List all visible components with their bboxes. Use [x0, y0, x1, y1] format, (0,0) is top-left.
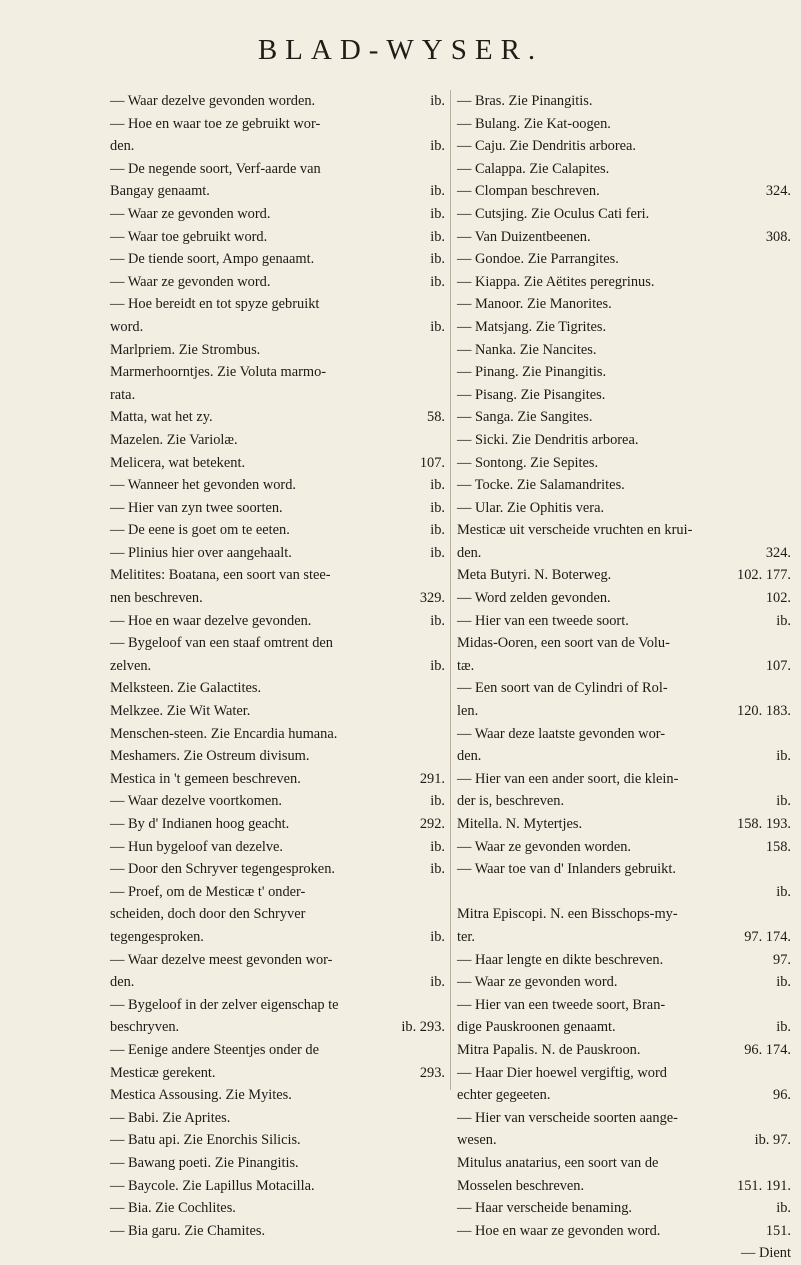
index-entry	[457, 971, 791, 994]
entry-text: — Van Duizentbeenen.	[457, 228, 591, 245]
entry-text: — Hier van verscheide soorten aange-	[457, 1109, 678, 1126]
entry-text: — Kiappa. Zie Aëtites peregrinus.	[457, 273, 655, 290]
page-reference: 293.	[414, 1062, 445, 1085]
page-reference: 158.	[760, 836, 791, 859]
entry-text: — Batu api. Zie Enorchis Silicis.	[110, 1132, 301, 1149]
page-reference: 291.	[414, 768, 445, 791]
page-reference: ib.	[424, 90, 445, 113]
index-entry	[110, 700, 445, 723]
page-reference: ib.	[424, 497, 445, 520]
entry-text: — Bawang poeti. Zie Pinangitis.	[110, 1154, 299, 1171]
entry-text: — Haar verscheide benaming.	[457, 1200, 633, 1217]
entry-text: — Sanga. Zie Sangites.	[457, 409, 593, 426]
entry-text: beschryven.	[110, 1019, 180, 1036]
index-entry	[457, 587, 791, 610]
entry-text: — Bia garu. Zie Chamites.	[110, 1222, 266, 1239]
index-entry	[110, 610, 445, 633]
entry-text: scheiden, doch door den Schryver	[110, 906, 306, 923]
index-entry	[457, 519, 791, 542]
entry-text: den.	[457, 748, 482, 765]
entry-text: rata.	[110, 386, 136, 403]
index-entry	[457, 790, 791, 813]
index-entry	[457, 858, 791, 881]
index-entry	[110, 429, 445, 452]
page-reference: ib.	[424, 316, 445, 339]
index-entry	[110, 1084, 445, 1107]
index-entry	[110, 226, 445, 249]
page-reference: ib.	[770, 610, 791, 633]
entry-text: ter.	[457, 928, 475, 945]
page-reference: ib.	[770, 881, 791, 904]
index-entry	[110, 723, 445, 746]
entry-text: — Pinang. Zie Pinangitis.	[457, 364, 607, 381]
page-reference: ib.	[770, 745, 791, 768]
entry-text: — Calappa. Zie Calapites.	[457, 160, 610, 177]
index-entry	[457, 655, 791, 678]
index-entry	[110, 452, 445, 475]
index-entry	[457, 135, 791, 158]
index-entry	[110, 768, 445, 791]
entry-text	[457, 884, 461, 900]
index-entry	[110, 158, 445, 181]
entry-text: nen beschreven.	[110, 590, 203, 607]
index-entry	[457, 113, 791, 136]
entry-text: echter gegeeten.	[457, 1087, 551, 1104]
page-reference: ib.	[424, 519, 445, 542]
entry-text: — Hun bygeloof van dezelve.	[110, 838, 284, 855]
index-entry	[457, 1242, 791, 1265]
index-entry	[457, 226, 791, 249]
entry-text: — Babi. Zie Aprites.	[110, 1109, 231, 1126]
entry-text: — Hoe bereidt en tot spyze gebruikt	[110, 296, 320, 313]
entry-text: — Een soort van de Cylindri of Rol-	[457, 680, 668, 697]
index-entry	[110, 1129, 445, 1152]
entry-text: — Bulang. Zie Kat-oogen.	[457, 115, 611, 132]
entry-text: — Gondoe. Zie Parrangites.	[457, 251, 619, 268]
index-entry	[110, 836, 445, 859]
entry-text: — Eenige andere Steentjes onder de	[110, 1041, 319, 1058]
index-entry	[110, 655, 445, 678]
index-entry	[457, 248, 791, 271]
entry-text: Melicera, wat betekent.	[110, 454, 246, 471]
index-entry	[457, 564, 791, 587]
page-reference: 151.	[760, 1220, 791, 1243]
entry-text: — Plinius hier over aangehaalt.	[110, 544, 292, 561]
entry-text: Meta Butyri. N. Boterweg.	[457, 567, 612, 584]
entry-text: — Hier van een ander soort, die klein-	[457, 770, 679, 787]
index-entry	[457, 1084, 791, 1107]
index-entry	[110, 293, 445, 316]
entry-text: den.	[110, 974, 135, 991]
entry-text: Mestica Assousing. Zie Myites.	[110, 1087, 292, 1104]
entry-text: wesen.	[457, 1132, 497, 1149]
right-column	[457, 90, 791, 1265]
entry-text: Mitra Episcopi. N. een Bisschops-my-	[457, 906, 678, 923]
index-entry	[110, 248, 445, 271]
index-entry	[110, 745, 445, 768]
page-reference: 120. 183.	[731, 700, 791, 723]
entry-text: Marmerhoorntjes. Zie Voluta marmo-	[110, 364, 327, 381]
entry-text: — Clompan beschreven.	[457, 183, 600, 200]
entry-text: Melkzee. Zie Wit Water.	[110, 703, 251, 720]
page-reference: ib.	[424, 926, 445, 949]
page-reference: ib.	[424, 180, 445, 203]
entry-text: — Bia. Zie Cochlites.	[110, 1200, 236, 1217]
entry-text: — Waar ze gevonden worden.	[457, 838, 631, 855]
index-entry	[110, 1175, 445, 1198]
entry-text: len.	[457, 703, 479, 720]
index-entry	[110, 903, 445, 926]
index-entry	[110, 1107, 445, 1130]
index-entry	[457, 339, 791, 362]
entry-text: den.	[457, 544, 482, 561]
page-reference: ib.	[424, 655, 445, 678]
page-reference: ib.	[770, 1016, 791, 1039]
entry-text: dige Pauskroonen genaamt.	[457, 1019, 616, 1036]
index-entry	[457, 836, 791, 859]
index-entry	[110, 316, 445, 339]
entry-text: Meshamers. Zie Ostreum divisum.	[110, 748, 310, 765]
entry-text: — Hier van een tweede soort, Bran-	[457, 996, 666, 1013]
page-reference: 324.	[760, 542, 791, 565]
index-entry	[457, 1175, 791, 1198]
index-entry	[457, 316, 791, 339]
index-entry	[110, 632, 445, 655]
page-reference: ib.	[424, 226, 445, 249]
index-entry	[457, 1062, 791, 1085]
page-reference: ib.	[424, 858, 445, 881]
index-entry	[110, 564, 445, 587]
entry-text: Mesticæ gerekent.	[110, 1064, 216, 1081]
index-entry	[110, 203, 445, 226]
index-entry	[110, 90, 445, 113]
page-reference: 107.	[760, 655, 791, 678]
page-reference: ib.	[424, 610, 445, 633]
page-reference: ib.	[424, 271, 445, 294]
entry-text: tegengesproken.	[110, 928, 204, 945]
index-entry	[110, 180, 445, 203]
index-entry	[457, 1129, 791, 1152]
entry-text: — Haar lengte en dikte beschreven.	[457, 951, 664, 968]
index-entry	[457, 542, 791, 565]
entry-text: — Caju. Zie Dendritis arborea.	[457, 138, 637, 155]
index-entry	[110, 1016, 445, 1039]
entry-text: — Ular. Zie Ophitis vera.	[457, 499, 605, 516]
index-entry	[110, 406, 445, 429]
entry-text: — Matsjang. Zie Tigrites.	[457, 318, 607, 335]
entry-text: — De eene is goet om te eeten.	[110, 522, 290, 539]
page-reference: 329.	[414, 587, 445, 610]
page-reference: ib.	[424, 203, 445, 226]
page-reference: 102.	[760, 587, 791, 610]
entry-text: Matta, wat het zy.	[110, 409, 213, 426]
index-entry	[110, 587, 445, 610]
entry-text: Melitites: Boatana, een soort van stee-	[110, 567, 331, 584]
page-reference: 158. 193.	[731, 813, 791, 836]
index-entry	[457, 632, 791, 655]
index-entry	[457, 429, 791, 452]
index-entry	[110, 881, 445, 904]
index-entry	[457, 361, 791, 384]
entry-text: tæ.	[457, 657, 475, 674]
index-entry	[457, 903, 791, 926]
page-reference: ib. 293.	[395, 1016, 445, 1039]
index-entry	[457, 768, 791, 791]
entry-text: — Dient	[741, 1245, 791, 1262]
entry-text: — By d' Indianen hoog geacht.	[110, 816, 290, 832]
entry-text: — Waar toe van d' Inlanders gebruikt.	[457, 861, 676, 878]
entry-text: — Tocke. Zie Salamandrites.	[457, 477, 625, 494]
index-entry	[110, 1220, 445, 1243]
index-entry	[110, 542, 445, 565]
entry-text: — De negende soort, Verf-aarde van	[110, 160, 321, 177]
page-reference: 96.	[767, 1084, 791, 1107]
index-entry	[110, 113, 445, 136]
index-entry	[457, 406, 791, 429]
entry-text: — Bygeloof van een staaf omtrent den	[110, 635, 333, 652]
page-reference: ib.	[770, 790, 791, 813]
entry-text: Mitra Papalis. N. de Pauskroon.	[457, 1041, 641, 1058]
entry-text: — Waar deze laatste gevonden wor-	[457, 725, 666, 742]
index-entry	[110, 271, 445, 294]
index-entry	[457, 723, 791, 746]
index-entry	[457, 90, 791, 113]
entry-text: — Pisang. Zie Pisangites.	[457, 386, 606, 403]
page-reference: ib.	[770, 1197, 791, 1220]
page-reference: 292.	[414, 813, 445, 836]
index-entry	[457, 700, 791, 723]
entry-text: Mitella. N. Mytertjes.	[457, 816, 583, 832]
entry-text: Mitulus anatarius, een soort van de	[457, 1154, 659, 1171]
index-entry	[457, 1220, 791, 1243]
page-title: BLAD-WYSER.	[257, 34, 544, 66]
index-entry	[110, 813, 445, 836]
index-entry	[110, 949, 445, 972]
index-entry	[457, 745, 791, 768]
entry-text: zelven.	[110, 657, 152, 674]
page-reference: 102. 177.	[731, 564, 791, 587]
entry-text: Midas-Ooren, een soort van de Volu-	[457, 635, 670, 652]
entry-text: Mesticæ uit verscheide vruchten en krui-	[457, 522, 693, 539]
index-entry	[110, 497, 445, 520]
index-entry	[457, 203, 791, 226]
index-entry	[457, 677, 791, 700]
entry-text: — Waar ze gevonden word.	[110, 205, 271, 222]
entry-text: Melksteen. Zie Galactites.	[110, 680, 262, 697]
index-entry	[457, 1016, 791, 1039]
index-entry	[457, 293, 791, 316]
page-reference: 97.	[767, 949, 791, 972]
page-reference: 96. 174.	[738, 1039, 791, 1062]
entry-text: den.	[110, 138, 135, 155]
page-reference: ib.	[424, 474, 445, 497]
entry-text: — Wanneer het gevonden word.	[110, 477, 296, 494]
entry-text: — Waar dezelve gevonden worden.	[110, 93, 316, 109]
page-reference: ib.	[424, 790, 445, 813]
index-entry	[110, 474, 445, 497]
index-entry	[457, 452, 791, 475]
entry-text: — Bras. Zie Pinangitis.	[457, 93, 593, 109]
index-entry	[457, 497, 791, 520]
entry-text: Marlpriem. Zie Strombus.	[110, 341, 261, 358]
index-entry	[110, 1197, 445, 1220]
left-column	[110, 90, 445, 1242]
entry-text: — Baycole. Zie Lapillus Motacilla.	[110, 1177, 315, 1194]
entry-text: — Cutsjing. Zie Oculus Cati feri.	[457, 205, 650, 222]
index-entry	[110, 135, 445, 158]
entry-text: — Hier van een tweede soort.	[457, 612, 629, 629]
index-entry	[457, 813, 791, 836]
page-reference: 308.	[760, 226, 791, 249]
entry-text: — Hier van zyn twee soorten.	[110, 499, 283, 516]
entry-text: — Bygeloof in der zelver eigenschap te	[110, 996, 339, 1013]
entry-text: — Door den Schryver tegengesproken.	[110, 861, 335, 878]
entry-text: — Hoe en waar ze gevonden word.	[457, 1222, 661, 1239]
page-reference: 324.	[760, 180, 791, 203]
page-reference: 58.	[421, 406, 445, 429]
index-entry	[457, 158, 791, 181]
entry-text: — Waar toe gebruikt word.	[110, 228, 268, 245]
page-reference: 107.	[414, 452, 445, 475]
index-entry	[457, 1152, 791, 1175]
index-entry	[457, 180, 791, 203]
entry-text: Mazelen. Zie Variolæ.	[110, 431, 238, 448]
index-entry	[457, 1197, 791, 1220]
column-divider	[450, 90, 451, 1090]
index-entry	[110, 361, 445, 384]
page-reference: ib.	[424, 135, 445, 158]
index-entry	[110, 677, 445, 700]
entry-text: word.	[110, 318, 144, 335]
entry-text: Mestica in 't gemeen beschreven.	[110, 770, 301, 787]
page-reference: ib.	[770, 971, 791, 994]
index-entry	[110, 790, 445, 813]
entry-text: — Waar dezelve voortkomen.	[110, 793, 282, 810]
index-entry	[457, 926, 791, 949]
page-reference: ib.	[424, 248, 445, 271]
index-entry	[457, 610, 791, 633]
entry-text: — De tiende soort, Ampo genaamt.	[110, 251, 315, 268]
index-entry	[110, 858, 445, 881]
entry-text: — Hoe en waar dezelve gevonden.	[110, 612, 312, 629]
entry-text: — Sicki. Zie Dendritis arborea.	[457, 431, 639, 448]
index-entry	[110, 384, 445, 407]
page-reference: ib.	[424, 542, 445, 565]
index-entry	[110, 926, 445, 949]
index-entry	[457, 881, 791, 904]
entry-text: Mosselen beschreven.	[457, 1177, 585, 1194]
entry-text: — Nanka. Zie Nancites.	[457, 341, 597, 358]
index-entry	[457, 271, 791, 294]
entry-text: — Word zelden gevonden.	[457, 590, 611, 607]
entry-text: Menschen-steen. Zie Encardia humana.	[110, 725, 338, 742]
index-entry	[457, 994, 791, 1017]
entry-text: — Manoor. Zie Manorites.	[457, 296, 612, 313]
index-entry	[110, 1152, 445, 1175]
page-reference: ib.	[424, 836, 445, 859]
index-entry	[457, 1039, 791, 1062]
index-entry	[457, 949, 791, 972]
entry-text: — Proef, om de Mesticæ t' onder-	[110, 883, 306, 900]
index-entry	[110, 994, 445, 1017]
index-entry	[457, 474, 791, 497]
entry-text: — Waar ze gevonden word.	[457, 974, 618, 991]
index-entry	[110, 339, 445, 362]
index-entry	[110, 1039, 445, 1062]
entry-text: — Waar ze gevonden word.	[110, 273, 271, 290]
index-entry	[110, 1062, 445, 1085]
index-entry	[457, 1107, 791, 1130]
page-reference: ib. 97.	[749, 1129, 791, 1152]
entry-text: — Waar dezelve meest gevonden wor-	[110, 951, 333, 968]
index-entry	[110, 971, 445, 994]
page-reference: ib.	[424, 971, 445, 994]
entry-text: — Sontong. Zie Sepites.	[457, 454, 599, 471]
entry-text: — Haar Dier hoewel vergiftig, word	[457, 1064, 667, 1081]
entry-text: Bangay genaamt.	[110, 183, 210, 200]
index-entry	[457, 384, 791, 407]
page-reference: 151. 191.	[731, 1175, 791, 1198]
page-reference: 97. 174.	[738, 926, 791, 949]
entry-text: der is, beschreven.	[457, 793, 565, 810]
entry-text: — Hoe en waar toe ze gebruikt wor-	[110, 115, 321, 132]
index-entry	[110, 519, 445, 542]
